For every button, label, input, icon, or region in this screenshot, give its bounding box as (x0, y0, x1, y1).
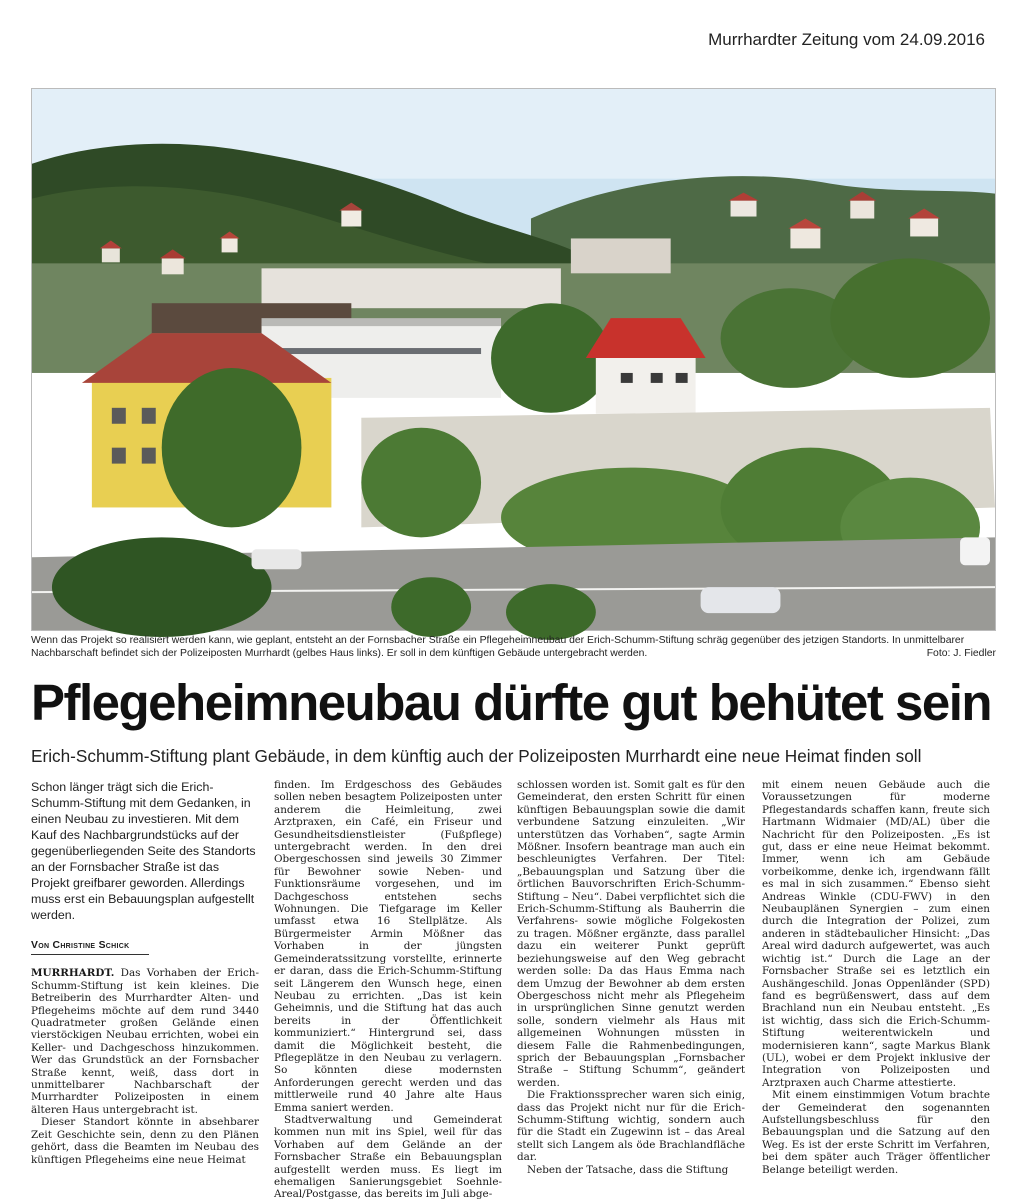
author-byline: Von Christine Schick (31, 935, 149, 955)
article-column-4 (762, 779, 990, 1189)
article-column-3 (517, 779, 745, 1189)
article-column-2 (274, 779, 502, 1201)
photo-credit: Foto: J. Fiedler (926, 648, 996, 659)
paragraph: schlossen worden ist. Somit galt es für den Gemeinderat, den ersten Schritt für einen künftigen Bebauungsplan sowie die damit verbundene Satzung einzuleiten. „Wir unterstützen das Vorhaben“, sagte Armin Mößner. Insofern beantrage man auch ein beschleunigtes Verfahren. Der Titel: „Bebauungsplan und Satzung über die örtlichen Bauvorschriften Erich-Schumm-Stiftung – Neu“. Dabei verpflichtet sich die Erich-Schumm-Stiftung als Bauherrin die Verfahrens- sowie mögliche Folgekosten zu tragen. Mößner ergänzte, dass parallel dazu ein weiterer Punkt geprüft beziehungsweise auf den Weg gebracht werden solle: Da das Haus Emma nach dem Umzug der Bewohner ab dem ersten Obergeschoss nicht mehr als Pflegeheim in ursprünglichen Sinne genutzt werden solle, sondern vielmehr als Haus mit allgemeinen Wohnungen müssten in diesem Falle die Rahmenbedingungen, sprich der Bebauungsplan „Fornsbacher Straße – Stiftung Schumm“, geändert werden. (517, 779, 745, 1089)
paragraph: Stadtverwaltung und Gemeinderat kommen nun mit ins Spiel, weil für das Vorhaben auf dem Gelände an der Fornsbacher Straße ein Bebauungsplan aufgestellt werden muss. Es liegt im ehemaligen Sanierungsgebiet Soehnle-Areal/Postgasse, das bereits im Juli abge- (274, 1113, 502, 1201)
paragraph (31, 967, 259, 1116)
article-intro: Schon länger trägt sich die Erich-Schumm-Stiftung mit dem Gedanken, in einen Neubau zu investieren. Mit dem Kauf des Nachbargrundstücks auf der gegenüberliegenden Seite des Standorts an der Fornsbacher Straße ist das Projekt greifbarer geworden. Allerdings muss erst ein Bebauungsplan aufgestellt werden. (31, 780, 256, 922)
red-roof-house (596, 356, 696, 414)
dateline: MURRHARDT. (31, 967, 115, 980)
car (701, 587, 781, 613)
newspaper-source: Murrhardter Zeitung vom 24.09.2016 (708, 30, 985, 49)
paragraph: finden. Im Erdgeschoss des Gebäudes sollen neben besagtem Polizeiposten unter anderem die Heimleitung, zwei Arztpraxen, ein Café, ein Friseur und Gesundheitsdienstleister (Fußpflege) untergebracht werden. In den drei Obergeschossen sind jeweils 30 Zimmer für Bewohner sowie Neben- und Funktionsräume vorgesehen, und im Dachgeschoss entstehen sechs Wohnungen. Die Tiefgarage im Keller umfasst etwa 16 Stellplätze. Als Bürgermeister Armin Mößner das Vorhaben in der jüngsten Gemeinderatssitzung vorstellte, erinnerte er daran, dass die Erich-Schumm-Stiftung seit Längerem den Wunsch hege, einen Neubau zu errichten. „Das ist kein Geheimnis, und die Stiftung hat das auch bereits in der Öffentlichkeit kommuniziert.“ Hintergrund sei, dass damit die Möglichkeit besteht, die Pflegeplätze in den Neubau zu verlagern. So könnten diese modernsten Anforderungen gerecht werden und das mittlerweile rund 40 Jahre alte Haus Emma saniert werden. (274, 779, 502, 1114)
article-photo (31, 88, 996, 631)
article-column-1 (31, 779, 259, 1189)
paragraph: Die Fraktionssprecher waren sich einig, dass das Projekt nicht nur für die Erich-Schumm-Stiftung wichtig, sondern auch für die Stadt ein Zugewinn ist – das Areal stellt sich Langem als öde Brachlandfläche dar. (517, 1089, 745, 1164)
paragraph: Neben der Tatsache, dass die Stiftung (527, 1163, 729, 1176)
caption-text: Wenn das Projekt so realisiert werden kann, wie geplant, entsteht an der Fornsbacher Straße ein Pflegeheimneubau der Erich-Schumm-Stiftung schräg gegenüber des jetzigen Standorts. In unmittelbarer Nachbarschaft befindet sich der Polizeiposten Murrhardt (gelbes Haus links). Er soll in dem künftigen Gebäude untergebracht werden. (31, 635, 965, 659)
paragraph-text: Das Vorhaben der Erich-Schumm-Stiftung ist kein kleines. Die Betreiberin des Murrhardter Alten- und Pflegeheims möchte auf dem rund 3440 Quadratmeter großen Gelände einen vierstöckigen Neubau errichten, wobei ein Keller- und Dachgeschoss hinzukommen. Wer das Grundstück an der Fornsbacher Straße kennt, weiß, dass dort in unmittelbarer Nachbarschaft der Murrhardter Polizeiposten in einem älteren Haus untergebracht ist. (31, 967, 259, 1116)
paragraph: Dieser Standort könnte in absehbarer Zeit Geschichte sein, denn zu den Plänen gehört, dass die Beamten im Neubau des künftigen Pflegeheims eine neue Heimat (31, 1116, 259, 1166)
paragraph: mit einem neuen Gebäude auch die Voraussetzungen für moderne Pflegestandards schaffen kann, freute sich Hartmann Widmaier (MD/AL) über die Nachricht für den Polizeiposten. „Es ist gut, dass er eine neue Heimat bekommt. Immer, wenn ich am Gebäude vorbeikomme, denke ich, irgendwann fällt es mal in sich zusammen.“ Ebenso sieht Andreas Winkle (CDU-FWV) in den Neubauplänen Synergien – zum einen durch die Integration der Polizei, zum anderen in städtebaulicher Hinsicht: „Das Areal wird dadurch aufgewertet, was auch wichtig ist.“ Durch die Lage an der Fornsbacher Straße sei es letztlich ein Aushängeschild. Jonas Oppenländer (SPD) fand es begrüßenswert, dass auf dem Brachland nun ein Neubau entsteht. „Es ist wichtig, dass sich die Erich-Schumm-Stiftung weiterentwickeln und modernisieren kann“, sagte Markus Blank (UL), wobei er dem Projekt inklusive der Integration von Polizeiposten und Arztpraxen auch Charme attestierte. (762, 779, 990, 1089)
photo-caption (31, 634, 996, 660)
subheadline: Erich-Schumm-Stiftung plant Gebäude, in dem künftig auch der Polizeiposten Murrhardt eine neue Heimat finden soll (31, 746, 922, 766)
paragraph: Mit einem einstimmigen Votum brachte der Gemeinderat den sogenannten Aufstellungsbeschluss für den Bebauungsplan und die Satzung auf den Weg. Es ist der erste Schritt im Verfahren, bei dem später auch Träger öffentlicher Belange beteiligt werden. (762, 1089, 990, 1176)
headline: Pflegeheimneubau dürfte gut behütet sein (31, 674, 992, 731)
